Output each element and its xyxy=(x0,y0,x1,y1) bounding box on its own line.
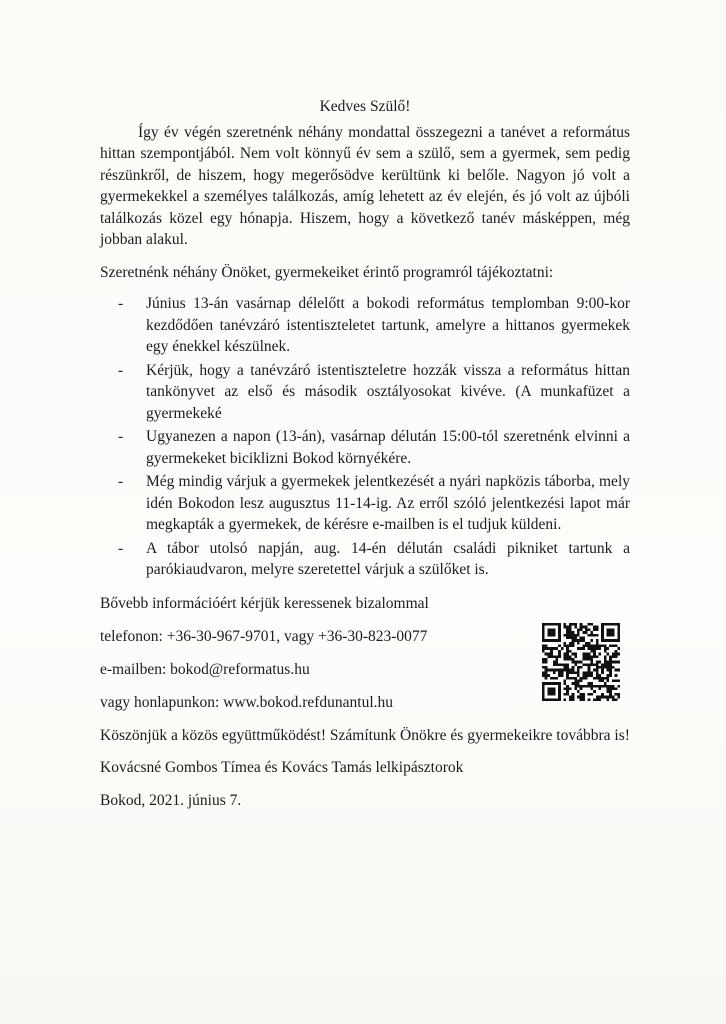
list-item-text: Kérjük, hogy a tanévzáró istentiszteletre hozzák vissza a református hittan tankönyvet az első és második osztályosokat kivéve. (A munkafüzet a gyermekeké xyxy=(146,361,630,422)
greeting: Kedves Szülő! xyxy=(319,98,411,115)
qr-code-icon xyxy=(542,623,620,701)
list-item xyxy=(100,471,630,536)
program-list xyxy=(100,293,630,581)
website-line: vagy honlapunkon: www.bokod.refdunantul.hu xyxy=(100,693,394,711)
bullet-dash: - xyxy=(118,428,124,445)
program-lead: Szeretnénk néhány Önöket, gyermekeiket érintő programról tájékoztatni: xyxy=(100,263,554,281)
list-item xyxy=(100,426,630,469)
more-info-text: Bővebb információért kérjük keressenek bizalommal xyxy=(100,594,429,612)
contact-block xyxy=(100,593,630,714)
list-item-text: Még mindig várjuk a gyermekek jelentkezését a nyári napközis táborba, mely idén Bokodon lesz augusztus 11-14-ig. Az erről szóló jelentkezési lapot már megkapták a gyermekek, de kérésre e-mailben is el tudjuk küldeni. xyxy=(146,473,630,533)
bullet-dash: - xyxy=(118,361,124,379)
phone-line: telefonon: +36-30-967-9701, vagy +36-30-823-0077 xyxy=(100,627,428,645)
intro-paragraph: Így év végén szeretnénk néhány mondattal összegezni a tanévet a református hittan szempontjából. Nem volt könnyű év sem a szülő, sem a gyermek, sem pedig részünkről, de hiszem, hogy megerősödve kerültünk ki belőle. Nagyon jó volt a gyermekekkel a személyes találkozás, amíg lehetett az év elején, és jó volt az újbóli találkozás közel egy hónapja. Hiszem, hogy a következő tanév másképpen, még jobban alakul. xyxy=(100,123,630,248)
bullet-dash: - xyxy=(118,539,124,557)
email-line: e-mailben: bokod@reformatus.hu xyxy=(100,660,310,678)
bullet-dash: - xyxy=(118,295,124,312)
list-item xyxy=(100,538,630,581)
letter-body xyxy=(100,96,630,811)
list-item xyxy=(100,360,630,425)
list-item-text: Ugyanezen a napon (13-án), vasárnap délután 15:00-tól szeretnénk elvinni a gyermekeket biciklizni Bokod környékére. xyxy=(146,428,630,467)
signature: Kovácsné Gombos Tímea és Kovács Tamás lelkipásztorok xyxy=(100,759,464,776)
list-item-text: A tábor utolsó napján, aug. 14-én délután családi pikniket tartunk a parókiaudvaron, melyre szeretettel várjuk a szülőket is. xyxy=(146,539,630,578)
list-item-text: Június 13-án vasárnap délelőtt a bokodi református templomban 9:00-kor kezdődően tanévzáró istentiszteletet tartunk, amelyre a hittanos gyermekek egy énekkel készülnek. xyxy=(146,295,630,355)
bullet-dash: - xyxy=(118,473,124,490)
place-date: Bokod, 2021. június 7. xyxy=(100,791,242,809)
list-item xyxy=(100,293,630,358)
closing-text: Köszönjük a közös együttműködést! Számítunk Önökre és gyermekeikre továbbra is! xyxy=(100,726,630,744)
